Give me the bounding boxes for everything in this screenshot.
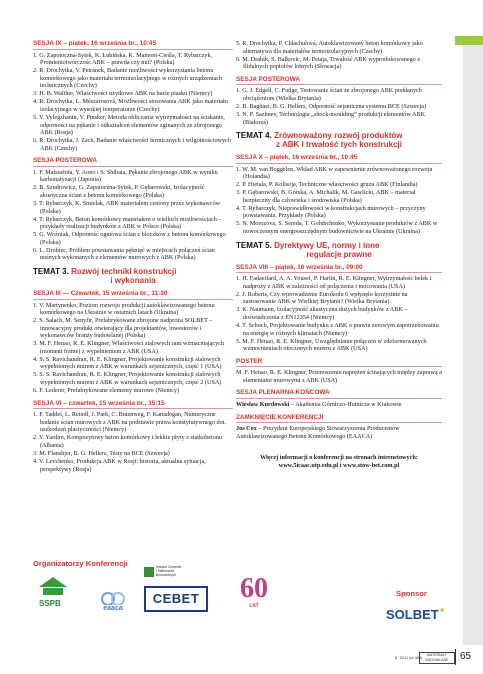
list-item: 5. G. Woźniak, Odporność ogniowa ścian z bloczków z betonu komórkowego (Polska) — [33, 231, 226, 246]
session-9-continued-list — [236, 40, 442, 71]
list-item: 2. R. Drochytka, V. Petránek, Badanie możliwości wykorzystania betonu komórkowego jako materiału termoizolacyjnego w różnych urządzeniach technicznych (Czechy) — [33, 67, 223, 90]
topic-5-title: Dyrektywy UE, normy i inne — [274, 240, 380, 250]
poster-session-3-list — [236, 369, 442, 384]
list-item: 1. F. Taddei, L. Reindl, J. Park, C. Butenweg, F. Kanadogan, Numeryczne badanie ścian murowych z ABK na podstawie prawa konstytutywnego dot. uszkodzeń plastyczności (Niemcy) — [33, 411, 226, 434]
cebet-logo-text: CEBET — [152, 591, 200, 607]
plenary-speaker-name: Wiesław Kurdowski — [236, 401, 290, 409]
list-item: 5. S. S. Ravichandran, R. E. Klingner, Projektowanie konstrukcji stalowych wypełnionych murem z ABK w warunkach sejsmicznych, część 2 (USA) — [33, 371, 222, 387]
list-item: 2. B. Baghaei, B. G. Hellers, Odporność sejsmiczna systemu BCE (Szwecja) — [236, 102, 427, 110]
list-item: 5. R. Drochytka, P. Chlachulová, Autoklawizowany beton komórkowy jako alternatywa dla materiałów termoizolacyjnych (Czechy) — [236, 40, 423, 55]
cebet-logo — [144, 563, 210, 615]
jubilee-logo — [232, 567, 276, 617]
eaaca-logo-icon — [100, 589, 126, 605]
organizers-label: Organizatorzy Konferencji — [33, 559, 128, 568]
left-column — [33, 40, 233, 474]
itb-line-1: Instytut Ceramiki — [156, 565, 182, 570]
topic-4-subtitle: z ABK i trwałość tych konstrukcji — [276, 140, 402, 150]
itb-logo-icon — [144, 567, 154, 577]
eaaca-logo — [96, 585, 130, 615]
list-item: 4. S. S. Ravichandran, R. E. Klingner, Projektowanie konstrukcji stalowych wypełnionych murem z ABK w warunkach sejsmicznych, część 1 (USA) — [33, 355, 222, 371]
list-item: 1. V. Martynenko, Poziom rozwoju produkcji autoklawizowanego betonu komórkowego na Ukrainie w ostatnich latach (Ukraina) — [33, 301, 215, 317]
sspb-logo-text: SSPB — [39, 599, 61, 608]
list-item: 3. T. Rybarczyk, K. Śmielak, ABK materiałem ceniony przez wykonawców (Polska) — [33, 200, 221, 215]
list-item: 1. F. Matsushita, Y. Aono i S. Shibata, Pękanie zbrojonego ABK w wyniku karbonatyzacji (Japonia) — [33, 168, 218, 184]
right-margin-band — [463, 45, 483, 645]
list-item: 3. M. F. Henao, R. E. Klingner, Właściwości stalowych ram wzmacniających (moment frame) z wypełnieniem z ABK (USA) — [33, 340, 225, 355]
sspb-logo — [36, 575, 70, 609]
list-item: 6. R. Drochytka, J. Zach, Badanie właściwości termicznych i wilgotnościowych ABK (Czechy) — [33, 137, 231, 152]
topic-4-number: TEMAT 4. — [236, 131, 272, 141]
list-item: 2. J. Roberts, Czy wprowadzenie Eurokodu 6 wpłynęło korzystnie na zastosowanie ABK w Wielkiej Brytanii? (Wielka Brytania) — [236, 290, 408, 306]
sun-icon — [440, 605, 444, 615]
topic-5-heading — [236, 241, 442, 259]
list-item: 5. V. Vylegzhanin, V. Pinsker, Metoda obliczania wytrzymałości na ściskanie, odporności na pękanie i odkształceń elementów zginanych ze zbrojonego ABK (Rosja) — [33, 113, 225, 137]
session-3-header: SESJA III — Czwartek, 15 września br., 11:30 — [33, 290, 233, 300]
plenary-speaker-affiliation: – Akademia Górniczo-Hutnicza w Krakowie — [289, 401, 402, 409]
poster-session-2-header: SESJA POSTEROWA — [236, 76, 442, 86]
list-item: M. F. Henao, R. E. Klingner, Przenoszenie naprężeń ścinających między zaprawą a elementami murowymi z ABK (USA) — [236, 369, 442, 384]
itb-line-3: Budowlanych — [156, 572, 177, 577]
closing-header: ZAMKNIĘCIE KONFERENCJI — [236, 414, 442, 424]
website-info — [236, 454, 442, 469]
session-3-list — [33, 302, 233, 395]
footer-magazine-logo: MATERIAŁY BUDOWLANE — [419, 652, 455, 664]
closing-speaker-name: Jos Cox — [236, 425, 257, 433]
sponsor-label: Sponsor — [396, 589, 427, 598]
list-item: 3. N. P. Sazhnev, Technologia „shock-moulding” produkcji elementów ABK (Białoruś) — [236, 110, 426, 126]
list-item: 3. P. Gębarowski, B. Górska, A. Michalik, M. Gawlicki, ABK – materiał bezpieczny dla człowieka i środowiska (Polska) — [236, 189, 416, 204]
website-links[interactable]: www.5icaac.utp.edu.pl i www.stow-bet.com.pl — [278, 462, 400, 470]
session-10-header: SESJA X – piątek, 16 września br., 10:45 — [236, 154, 442, 164]
session-10-list — [236, 166, 442, 236]
solbet-logo — [386, 602, 444, 626]
list-item: 5. N. Morozova, S. Sereda, T. Golubchenko, Wykorzystanie produktów z ABK w nowoczesnym energooszczędnym budownictwie na Ukrainie (Ukraina) — [236, 220, 438, 236]
list-item: 6. M. Drabik, S. Balkovic, M. Petaja, Trwałość ABK wyprodukowanego z flidalnych popiołów lotnych (Słowacja) — [236, 55, 421, 71]
session-9-header: SESJA IX – piątek, 16 września br., 10:45 — [33, 40, 233, 50]
list-item: 4. T. Schoch, Projektowanie budynku z ABK o prawie zerowym zapotrzebowaniu na energię w różnych klimatach (Niemcy) — [236, 321, 439, 337]
poster-session-1-header: SESJA POSTEROWA — [33, 157, 233, 167]
list-item: 4. V. Levchenko, Produkcja ABK w Rosji: historia, aktualna sytuacja, perspektywy (Rosja) — [33, 457, 206, 473]
eaaca-logo-text: eaaca — [103, 604, 123, 612]
session-6-list — [33, 411, 233, 473]
poster-session-3-header: POSTER — [236, 358, 442, 368]
topic-5-subtitle: regulacje prawne — [306, 249, 372, 259]
list-item: 3. H. B. Walther, Właściwości użytkowe ABK na bazie piasku (Niemcy) — [33, 90, 213, 98]
page-number-divider — [455, 649, 456, 665]
top-margin — [0, 0, 483, 36]
topic-3-heading — [33, 267, 233, 285]
plenary-speaker — [236, 401, 442, 409]
list-item: 1. G. Zapotoczna-Sytek, K. Łubińska, K. Mamont-Cieśla, T. Rybarczyk, Promieniotwórczość ABK – prawda czy mit? (Polska) — [33, 51, 213, 67]
list-item: 2. S. Salach, M. Senyfir, Prefabrykowane zbrojone nadproża SOLBET – innowacyjny produkt otwierający dla projektantów, inwestorów i wykonawców branży budowlanej (Polska) — [33, 317, 213, 340]
session-8-header: SESJA VIII – piątek, 16 września br., 09:00 — [236, 264, 442, 274]
list-item: 2. P. Hietala, P. Kolisoja, Techniczne właściwości gruzu ABK (Finlandia) — [236, 181, 418, 189]
list-item: 6. L. Drobiec, Problem powstawania pęknięć w miejscach połączeń ścian nośnych wykonanych z elementów murowych z ABK (Polska) — [33, 246, 215, 262]
list-item: 1. H. Fadaeifard, A. A. Yousef, P. Harlin, R. E. Klingner, Wytrzymałość belek i nadproży z ABK w zależności od połączenia i mocowania (USA) — [236, 275, 432, 290]
session-8-list — [236, 275, 442, 353]
topic-5-number: TEMAT 5. — [236, 240, 272, 250]
list-item: 4. R. Drochytka, L. Mészárosová, Możliwości stosowania ABK jako materiału izolacyjnego w wysokiej temperaturze (Czechy) — [33, 98, 228, 113]
topic-3-title: Rozwój techniki konstrukcji — [71, 266, 177, 276]
plenary-session-header: SESJA PLENARNA KOŃCOWA — [236, 389, 442, 399]
cebet-logo-box — [144, 586, 208, 612]
itb-line-2: i Materiałów — [156, 569, 175, 574]
list-item: 6. F. Lederer, Prefabrykowane elementy murowe (Niemcy) — [33, 387, 180, 395]
page-number: 65 — [460, 651, 472, 662]
green-rule — [455, 36, 483, 45]
jubilee-logo-number: 60 — [240, 573, 268, 604]
issue-info: 8 ’ 2011 (nr 468) — [395, 656, 423, 660]
topic-3-number: TEMAT 3. — [33, 266, 69, 276]
list-item: 1. W. M. van Boggelen, Wkład ABK w zapewnienie zrównoważonego rozwoju (Holandia) — [236, 165, 433, 181]
right-column — [236, 40, 442, 470]
website-info-line-1: Więcej informacji o konferencji na stronach internetowych: — [260, 454, 418, 462]
topic-4-title: Zrównoważony rozwój produktów — [274, 131, 403, 141]
list-item: 2. Y. Yardim, Kompozytowy beton komórkowy i lekkie płyty z siatkobetonu (Albania) — [33, 434, 223, 449]
itb-logo — [144, 566, 181, 577]
closing-speaker — [236, 425, 442, 440]
session-9-list — [33, 52, 233, 153]
list-item: 5. M. F. Henao, R. E. Klingner, Uwzględnianie połączeń w zdeformowanych wzmocnieniach otoczonych murem z ABK (USA) — [236, 337, 427, 353]
list-item: 2. B. Szudrowicz, G. Zapotoczna-Sytek, P. Gębarowski, Izolacyjność akustyczna ścian z betonu komórkowego (Polska) — [33, 184, 205, 200]
topic-3-subtitle: i wykonania — [110, 275, 156, 285]
poster-session-1-list — [33, 169, 233, 262]
list-item: 3. K. Naumann, Izolacyjność akustyczna dużych budynków z ABK – doświadczenia z EN12354 (Niemcy) — [236, 306, 408, 321]
topic-4-heading — [236, 131, 442, 149]
closing-speaker-affiliation: – Prezydent Europejskiego Stowarzyszenia Producentów Autoklawizowanego Betonu Komórkowego (EAACA) — [236, 425, 400, 440]
poster-session-2-list — [236, 87, 442, 126]
list-item: 4. T. Rybarczyk, Beton komórkowy materiałem o wielkich możliwościach – przykłady realizacji budynków z ABK w Polsce (Polska) — [33, 215, 222, 231]
solbet-logo-text: SOLBET — [386, 606, 439, 622]
list-item: 4. T. Rybarczyk, Nieprawidłowości w konstrukcjach murowych – przyczyny powstawania. Przykłady (Polska) — [236, 204, 426, 220]
list-item: 1. G. J. Edgell, C. Fudge, Testowanie ścian ze zbrojonego ABK poddanych obciążeniom (Wielka Brytania) — [236, 87, 422, 102]
jubilee-logo-sub: LAT — [249, 603, 259, 609]
session-6-header: SESJA VI – czwartek, 15 września br., 15:15 — [33, 400, 233, 410]
list-item: 3. M. Flansbjer, B. G. Hellers, Testy na BCE (Szwecja) — [33, 449, 170, 457]
itb-logo-text — [156, 566, 181, 577]
